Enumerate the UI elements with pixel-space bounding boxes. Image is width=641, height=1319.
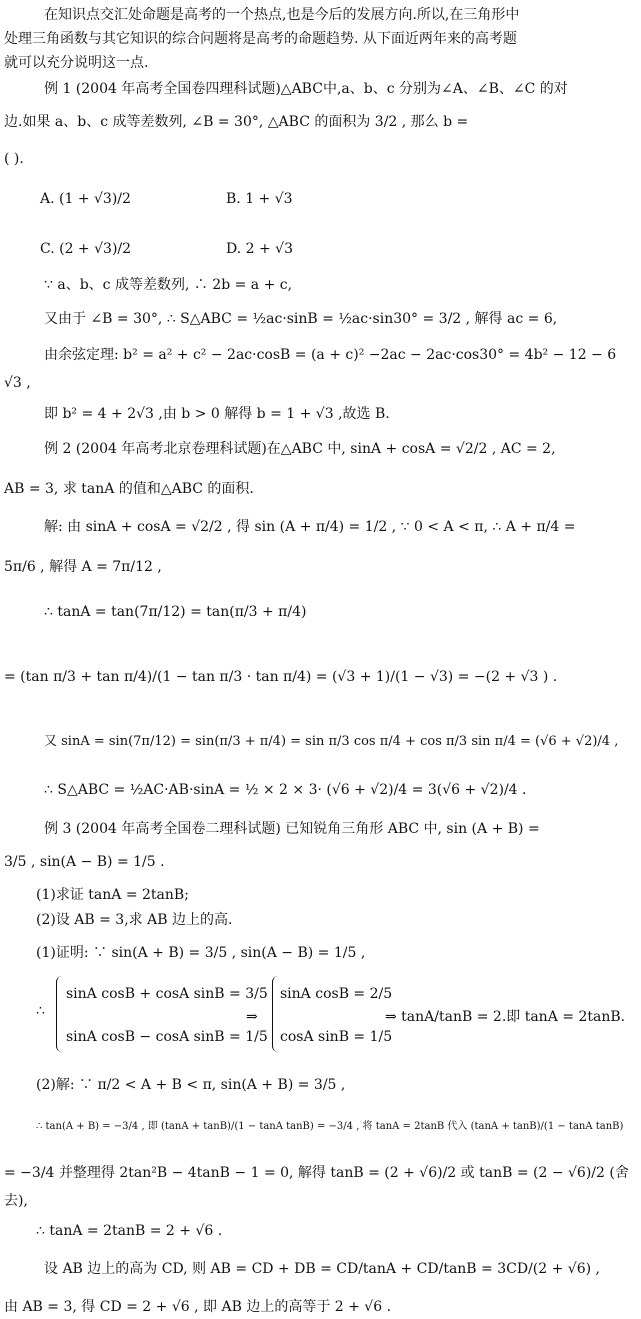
therefore-symbol: ∴	[36, 1003, 45, 1019]
ex1-solution-2: 又由于 ∠B = 30°, ∴ S△ABC = ½ac·sinB = ½ac·sin30° = 3/2 , 解得 ac = 6,	[44, 311, 558, 327]
ex1-option-b: B. 1 + √3	[226, 191, 293, 207]
ex3-part2-2: ∴ tan(A + B) = −3/4 , 即 (tanA + tanB)/(1 − tanA tanB) = −3/4 , 将 tanA = 2tanB 代入 (tanA + tanB)/(1 − tanA tanB)	[36, 1121, 624, 1132]
ex1-solution-3: 由余弦定理: b² = a² + c² − 2ac·cosB = (a + c)² −2ac − 2ac·cos30° = 4b² − 12 − 6	[44, 347, 617, 363]
ex2-solution-6: ∴ S△ABC = ½AC·AB·sinA = ½ × 2 × 3· (√6 + √2)/4 = 3(√6 + √2)/4 .	[44, 782, 527, 798]
ex1-line-3: ( ).	[4, 151, 24, 167]
ex2-solution-2: 5π/6 , 解得 A = 7π/12 ,	[4, 559, 162, 575]
ex2-solution-3: ∴ tanA = tan(7π/12) = tan(π/3 + π/4)	[44, 604, 307, 620]
ex3-part2-4: 去),	[4, 1193, 28, 1209]
ex3-question-2: (2)设 AB = 3,求 AB 边上的高.	[36, 912, 233, 928]
intro-line-3: 就可以充分说明这一点.	[4, 55, 149, 71]
ex1-line-1: 例 1 (2004 年高考全国卷四理科试题)△ABC中,a、b、c 分别为∠A、∠B、∠C 的对	[44, 81, 568, 97]
ex1-option-c: C. (2 + √3)/2	[40, 241, 132, 257]
ex3-part2-7: 由 AB = 3, 得 CD = 2 + √6 , 即 AB 边上的高等于 2 + √6 .	[4, 1299, 392, 1315]
ex2-solution-5: 又 sinA = sin(7π/12) = sin(π/3 + π/4) = sin π/3 cos π/4 + cos π/3 sin π/4 = (√6 + √2)/4 ,	[44, 734, 619, 749]
system-a-eq-2: sinA cosB − cosA sinB = 1/5	[66, 1029, 268, 1045]
ex2-line-1: 例 2 (2004 年高考北京卷理科试题)在△ABC 中, sinA + cosA = √2/2 , AC = 2,	[44, 441, 556, 457]
ex3-part2-5: ∴ tanA = 2tanB = 2 + √6 .	[36, 1223, 223, 1239]
system-a-eq-1: sinA cosB + cosA sinB = 3/5	[66, 986, 268, 1002]
left-brace-2	[272, 976, 279, 1052]
ex3-question-1: (1)求证 tanA = 2tanB;	[36, 887, 189, 903]
ex3-line-1: 例 3 (2004 年高考全国卷二理科试题) 已知锐角三角形 ABC 中, sin (A + B) =	[44, 821, 540, 837]
ex2-line-2: AB = 3, 求 tanA 的值和△ABC 的面积.	[4, 481, 254, 497]
ex3-part2-3: = −3/4 并整理得 2tan²B − 4tanB − 1 = 0, 解得 tanB = (2 + √6)/2 或 tanB = (2 − √6)/2 (舍	[4, 1165, 629, 1181]
ex3-part2-1: (2)解: ∵ π/2 < A + B < π, sin(A + B) = 3/5 ,	[36, 1077, 346, 1093]
ex3-part2-6: 设 AB 边上的高为 CD, 则 AB = CD + DB = CD/tanA + CD/tanB = 3CD/(2 + √6) ,	[44, 1261, 600, 1277]
ex1-solution-1: ∵ a、b、c 成等差数列, ∴ 2b = a + c,	[44, 277, 293, 293]
system-conclusion: ⇒ tanA/tanB = 2.即 tanA = 2tanB.	[385, 1009, 626, 1025]
intro-line-2: 处理三角函数与其它知识的综合问题将是高考的命题趋势. 从下面近两年来的高考题	[4, 31, 517, 47]
implies-arrow: ⇒	[246, 1009, 258, 1025]
ex1-solution-4: √3 ,	[4, 375, 31, 391]
ex3-proof-1: (1)证明: ∵ sin(A + B) = 3/5 , sin(A − B) = 1/5 ,	[36, 945, 366, 961]
system-b-eq-2: cosA sinB = 1/5	[280, 1029, 393, 1045]
intro-line-1: 在知识点交汇处命题是高考的一个热点,也是今后的发展方向.所以,在三角形中	[44, 7, 520, 23]
left-brace-1	[56, 976, 63, 1052]
ex1-solution-5: 即 b² = 4 + 2√3 ,由 b > 0 解得 b = 1 + √3 ,故选 B.	[44, 406, 390, 422]
ex1-option-a: A. (1 + √3)/2	[40, 191, 131, 207]
ex3-line-2: 3/5 , sin(A − B) = 1/5 .	[4, 854, 165, 870]
ex2-solution-1: 解: 由 sinA + cosA = √2/2 , 得 sin (A + π/4) = 1/2 , ∵ 0 < A < π, ∴ A + π/4 =	[44, 519, 576, 535]
ex1-option-d: D. 2 + √3	[226, 241, 293, 257]
ex2-solution-4: = (tan π/3 + tan π/4)/(1 − tan π/3 · tan π/4) = (√3 + 1)/(1 − √3) = −(2 + √3 ) .	[4, 669, 558, 685]
system-b-eq-1: sinA cosB = 2/5	[280, 986, 393, 1002]
ex1-line-2: 边.如果 a、b、c 成等差数列, ∠B = 30°, △ABC 的面积为 3/2 , 那么 b =	[4, 114, 469, 130]
